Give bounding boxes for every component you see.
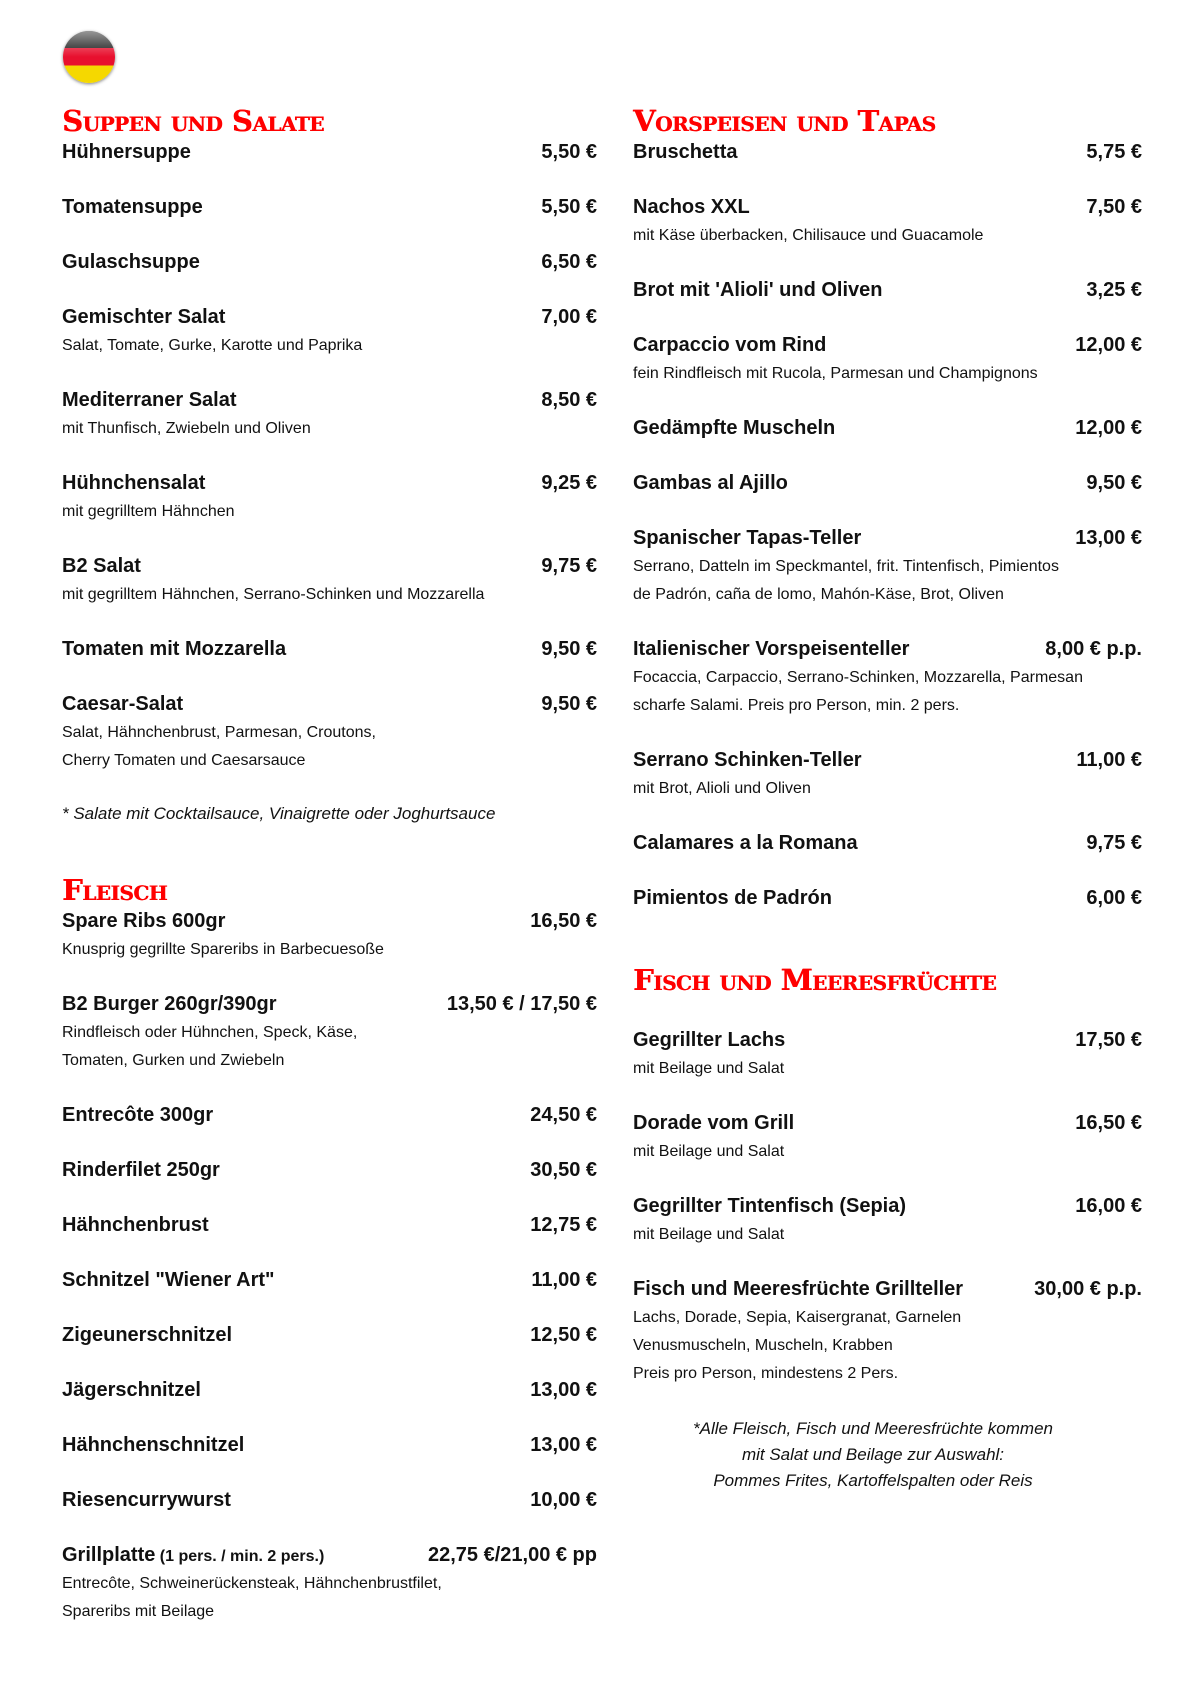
menu-item-name: Mediterraner Salat xyxy=(62,389,237,411)
menu-item-name: B2 Burger 260gr/390gr xyxy=(62,993,277,1015)
menu-item-price: 22,75 €/21,00 € pp xyxy=(427,1544,597,1566)
menu-item-description: scharfe Salami. Preis pro Person, min. 2 pers. xyxy=(633,697,960,714)
menu-item-price: 7,00 € xyxy=(541,306,597,328)
menu-item-row xyxy=(62,1100,597,1130)
menu-item xyxy=(62,1320,597,1375)
menu-item xyxy=(62,906,597,989)
menu-item xyxy=(633,468,1142,523)
menu-item-name-wrap xyxy=(62,468,205,498)
menu-item xyxy=(633,1274,1142,1413)
menu-item-price: 5,50 € xyxy=(541,196,597,218)
menu-item-description: fein Rindfleisch mit Rucola, Parmesan und Champignons xyxy=(633,365,1038,382)
menu-item-price: 16,50 € xyxy=(1075,1112,1142,1134)
menu-item xyxy=(633,275,1142,330)
menu-item-description: mit Brot, Alioli und Oliven xyxy=(633,780,811,797)
menu-item-description: mit Beilage und Salat xyxy=(633,1060,785,1077)
menu-item-name: Gambas al Ajillo xyxy=(633,472,788,494)
menu-item-name: Jägerschnitzel xyxy=(62,1379,201,1401)
menu-item-name: Gedämpfte Muscheln xyxy=(633,417,836,439)
menu-item xyxy=(633,634,1142,745)
menu-item-name-wrap xyxy=(62,1430,244,1460)
menu-item-description: Serrano, Datteln im Speckmantel, frit. Tintenfisch, Pimientos xyxy=(633,558,1059,575)
menu-item xyxy=(62,1375,597,1430)
menu-item-row xyxy=(62,689,597,719)
menu-item xyxy=(633,828,1142,883)
menu-item-row xyxy=(633,1191,1142,1221)
fleisch-list xyxy=(62,906,597,1651)
menu-item-name-wrap xyxy=(633,1274,963,1304)
menu-item-row xyxy=(62,1265,597,1295)
menu-item-row xyxy=(633,634,1142,664)
menu-item-description: Preis pro Person, mindestens 2 Pers. xyxy=(633,1365,899,1382)
menu-item-price: 9,75 € xyxy=(1086,832,1142,854)
menu-item-description: mit Thunfisch, Zwiebeln und Oliven xyxy=(62,420,311,437)
menu-item-name: Brot mit 'Alioli' und Oliven xyxy=(633,279,883,301)
menu-item-name-wrap xyxy=(633,883,832,913)
menu-item xyxy=(62,302,597,385)
menu-item-description: de Padrón, caña de lomo, Mahón-Käse, Brot, Oliven xyxy=(633,586,1004,603)
menu-item-name-wrap xyxy=(62,689,183,719)
menu-item-price: 8,50 € xyxy=(541,389,597,411)
menu-item-price: 12,00 € xyxy=(1075,417,1142,439)
menu-item-name-wrap xyxy=(633,745,862,775)
menu-item-description: Cherry Tomaten und Caesarsauce xyxy=(62,752,306,769)
menu-item-name: Tomatensuppe xyxy=(62,196,203,218)
vorspeisen-list xyxy=(633,137,1142,938)
menu-item-name-wrap xyxy=(62,1100,213,1130)
menu-item xyxy=(633,883,1142,938)
menu-item-row xyxy=(62,247,597,277)
menu-item-row xyxy=(62,989,597,1019)
menu-item-name-wrap xyxy=(633,1108,794,1138)
menu-item-name: Hühnersuppe xyxy=(62,141,191,163)
menu-item-row xyxy=(633,883,1142,913)
menu-item xyxy=(62,1155,597,1210)
menu-item-price: 10,00 € xyxy=(530,1489,597,1511)
menu-item-row xyxy=(633,1108,1142,1138)
menu-item-name-wrap xyxy=(633,413,835,443)
menu-item xyxy=(62,1430,597,1485)
menu-item-name-wrap xyxy=(62,1265,275,1295)
menu-item-description: Entrecôte, Schweinerückensteak, Hähnchenbrustfilet, xyxy=(62,1575,442,1592)
menu-item-name: Spanischer Tapas-Teller xyxy=(633,527,862,549)
menu-item-price: 3,25 € xyxy=(1086,279,1142,301)
menu-item xyxy=(62,1210,597,1265)
menu-item-row xyxy=(62,1485,597,1515)
fisch-list xyxy=(633,1025,1142,1413)
menu-item-price: 6,00 € xyxy=(1086,887,1142,909)
menu-item-row xyxy=(62,1155,597,1185)
menu-item-row xyxy=(633,137,1142,167)
salad-note: * Salate mit Cocktailsauce, Vinaigrette oder Joghurtsauce xyxy=(62,804,496,823)
menu-item-price: 5,75 € xyxy=(1086,141,1142,163)
menu-item-name-wrap xyxy=(62,247,200,277)
menu-item-name: Spare Ribs 600gr xyxy=(62,910,226,932)
menu-item-price: 17,50 € xyxy=(1075,1029,1142,1051)
menu-item-row xyxy=(62,551,597,581)
menu-item-name-wrap xyxy=(633,275,883,305)
menu-item-name: Calamares a la Romana xyxy=(633,832,858,854)
section-heading-suppen-und-salate: Suppen und Salate xyxy=(62,104,324,138)
menu-item xyxy=(62,989,597,1100)
menu-item-price: 8,00 € p.p. xyxy=(1045,638,1142,660)
menu-item xyxy=(633,1191,1142,1274)
menu-item-price: 11,00 € xyxy=(531,1269,597,1291)
menu-item xyxy=(62,137,597,192)
menu-item-name-wrap xyxy=(633,137,737,167)
menu-item-row xyxy=(633,192,1142,222)
menu-item-row xyxy=(633,330,1142,360)
menu-item-description: mit Beilage und Salat xyxy=(633,1226,785,1243)
menu-item-name: Dorade vom Grill xyxy=(633,1112,795,1134)
menu-item-name: Grillplatte xyxy=(62,1544,156,1566)
menu-item xyxy=(62,468,597,551)
section-heading-vorspeisen-und-tapas: Vorspeisen und Tapas xyxy=(633,104,936,138)
menu-item-name: Hähnchenschnitzel xyxy=(62,1434,245,1456)
menu-item-price: 6,50 € xyxy=(541,251,597,273)
menu-item-description: Tomaten, Gurken und Zwiebeln xyxy=(62,1052,285,1069)
menu-item-price: 16,00 € xyxy=(1075,1195,1142,1217)
menu-item-price: 9,50 € xyxy=(541,638,597,660)
menu-item-name: B2 Salat xyxy=(62,555,141,577)
menu-item-name-wrap xyxy=(633,1191,906,1221)
menu-item xyxy=(633,523,1142,634)
menu-item-name-wrap xyxy=(62,551,141,581)
menu-item-portion: (1 pers. / min. 2 pers.) xyxy=(155,1548,325,1565)
menu-item-name-wrap xyxy=(62,1540,324,1572)
menu-item-price: 13,00 € xyxy=(1075,527,1142,549)
menu-item-name-wrap xyxy=(62,1210,209,1240)
menu-item-name: Carpaccio vom Rind xyxy=(633,334,827,356)
menu-item xyxy=(62,385,597,468)
menu-item xyxy=(633,192,1142,275)
menu-item-description: Focaccia, Carpaccio, Serrano-Schinken, Mozzarella, Parmesan xyxy=(633,669,1083,686)
menu-item-name-wrap xyxy=(62,302,225,332)
side-dish-note-line: Pommes Frites, Kartoffelspalten oder Reis xyxy=(713,1471,1033,1490)
menu-item-description: mit Käse überbacken, Chilisauce und Guacamole xyxy=(633,227,984,244)
menu-item-name-wrap xyxy=(62,1375,201,1405)
menu-item-description: Knusprig gegrillte Spareribs in Barbecuesoße xyxy=(62,941,384,958)
menu-item xyxy=(633,1108,1142,1191)
menu-item xyxy=(62,634,597,689)
menu-item-name-wrap xyxy=(62,385,237,415)
menu-item-row xyxy=(62,385,597,415)
menu-item-row xyxy=(633,1025,1142,1055)
menu-item-price: 11,00 € xyxy=(1076,749,1142,771)
menu-item-name-wrap xyxy=(62,137,191,167)
menu-item-price: 13,00 € xyxy=(530,1434,597,1456)
menu-item-name: Italienischer Vorspeisenteller xyxy=(633,638,910,660)
menu-item-row xyxy=(62,634,597,664)
menu-item-description: Salat, Hähnchenbrust, Parmesan, Croutons, xyxy=(62,724,376,741)
menu-item-name: Rinderfilet 250gr xyxy=(62,1159,220,1181)
menu-item-row xyxy=(633,1274,1142,1304)
menu-item-row xyxy=(62,1375,597,1405)
menu-item-name: Gulaschsuppe xyxy=(62,251,200,273)
menu-item xyxy=(633,1025,1142,1108)
menu-item-name: Serrano Schinken-Teller xyxy=(633,749,862,771)
section-heading-fisch: Fisch und Meeresfrüchte xyxy=(633,963,997,997)
menu-item-description: Venusmuscheln, Muscheln, Krabben xyxy=(633,1337,893,1354)
menu-item-name: Tomaten mit Mozzarella xyxy=(62,638,287,660)
menu-item-row xyxy=(633,413,1142,443)
menu-item-price: 13,50 € / 17,50 € xyxy=(446,993,597,1015)
menu-item-price: 16,50 € xyxy=(530,910,597,932)
germany-flag-icon xyxy=(63,31,115,83)
menu-item-description: Lachs, Dorade, Sepia, Kaisergranat, Garnelen xyxy=(633,1309,962,1326)
menu-item-price: 9,50 € xyxy=(541,693,597,715)
menu-item-row xyxy=(62,302,597,332)
menu-item-name-wrap xyxy=(633,468,788,498)
menu-item-row xyxy=(633,523,1142,553)
menu-item-name: Gegrillter Tintenfisch (Sepia) xyxy=(633,1195,907,1217)
menu-item-row xyxy=(62,137,597,167)
menu-item xyxy=(633,137,1142,192)
side-dish-note-line: *Alle Fleisch, Fisch und Meeresfrüchte kommen xyxy=(693,1419,1053,1438)
menu-item-name: Hühnchensalat xyxy=(62,472,206,494)
menu-item-price: 9,25 € xyxy=(541,472,597,494)
section-heading-fleisch: Fleisch xyxy=(62,873,168,907)
menu-item xyxy=(633,413,1142,468)
menu-item-row xyxy=(62,1540,597,1570)
menu-item-name-wrap xyxy=(62,192,203,222)
menu-item-price: 30,50 € xyxy=(530,1159,597,1181)
menu-item xyxy=(633,330,1142,413)
menu-item-description: mit Beilage und Salat xyxy=(633,1143,785,1160)
menu-item xyxy=(62,1265,597,1320)
menu-item-name-wrap xyxy=(633,330,826,360)
menu-item-name: Riesencurrywurst xyxy=(62,1489,231,1511)
menu-item-name: Nachos XXL xyxy=(633,196,750,218)
menu-item-row xyxy=(62,468,597,498)
menu-item-name: Fisch und Meeresfrüchte Grillteller xyxy=(633,1278,964,1300)
menu-item-price: 9,75 € xyxy=(541,555,597,577)
menu-item-name: Schnitzel "Wiener Art" xyxy=(62,1269,275,1291)
menu-item xyxy=(633,745,1142,828)
menu-item-name: Gegrillter Lachs xyxy=(633,1029,786,1051)
menu-item-name: Caesar-Salat xyxy=(62,693,184,715)
menu-item-name: Hähnchenbrust xyxy=(62,1214,209,1236)
menu-item-row xyxy=(633,275,1142,305)
side-dish-note xyxy=(633,1416,1113,1494)
menu-item-name: Zigeunerschnitzel xyxy=(62,1324,233,1346)
suppen-list xyxy=(62,137,597,800)
menu-item-price: 5,50 € xyxy=(541,141,597,163)
menu-item-price: 13,00 € xyxy=(530,1379,597,1401)
menu-item-name-wrap xyxy=(633,523,861,553)
menu-item xyxy=(62,1100,597,1155)
menu-item-name-wrap xyxy=(62,906,225,936)
side-dish-note-line: mit Salat und Beilage zur Auswahl: xyxy=(741,1445,1005,1464)
menu-item xyxy=(62,192,597,247)
menu-item-description: Spareribs mit Beilage xyxy=(62,1603,215,1620)
menu-item-row xyxy=(62,906,597,936)
menu-item-name-wrap xyxy=(633,828,858,858)
menu-item xyxy=(62,1540,597,1651)
menu-item-price: 12,50 € xyxy=(530,1324,597,1346)
menu-item-description: mit gegrilltem Hähnchen xyxy=(62,503,235,520)
menu-item-name-wrap xyxy=(633,1025,785,1055)
menu-item-name-wrap xyxy=(62,634,286,664)
menu-item-name: Gemischter Salat xyxy=(62,306,226,328)
right-column xyxy=(633,105,1142,1494)
menu-item-price: 12,00 € xyxy=(1075,334,1142,356)
menu-item-name-wrap xyxy=(62,1485,231,1515)
menu-item-row xyxy=(633,828,1142,858)
menu-item-row xyxy=(62,1320,597,1350)
menu-item-price: 24,50 € xyxy=(530,1104,597,1126)
menu-item-price: 7,50 € xyxy=(1086,196,1142,218)
menu-item xyxy=(62,551,597,634)
menu-item-row xyxy=(62,192,597,222)
menu-item-name: Pimientos de Padrón xyxy=(633,887,832,909)
menu-item xyxy=(62,689,597,800)
left-column xyxy=(62,105,597,1651)
menu-item-name: Bruschetta xyxy=(633,141,738,163)
menu-item-name-wrap xyxy=(62,1155,220,1185)
menu-item-row xyxy=(633,468,1142,498)
menu-item-row xyxy=(62,1210,597,1240)
menu-item-price: 9,50 € xyxy=(1086,472,1142,494)
menu-item-row xyxy=(62,1430,597,1460)
menu-item xyxy=(62,1485,597,1540)
menu-item-description: Rindfleisch oder Hühnchen, Speck, Käse, xyxy=(62,1024,358,1041)
menu-item-description: mit gegrilltem Hähnchen, Serrano-Schinken und Mozzarella xyxy=(62,586,485,603)
menu-item xyxy=(62,247,597,302)
menu-item-name-wrap xyxy=(633,192,750,222)
menu-item-name-wrap xyxy=(62,1320,232,1350)
menu-item-name: Entrecôte 300gr xyxy=(62,1104,214,1126)
menu-item-price: 30,00 € p.p. xyxy=(1034,1278,1142,1300)
menu-item-description: Salat, Tomate, Gurke, Karotte und Paprika xyxy=(62,337,363,354)
menu-item-name-wrap xyxy=(62,989,277,1019)
menu-item-row xyxy=(633,745,1142,775)
menu-item-name-wrap xyxy=(633,634,909,664)
menu-item-price: 12,75 € xyxy=(530,1214,597,1236)
